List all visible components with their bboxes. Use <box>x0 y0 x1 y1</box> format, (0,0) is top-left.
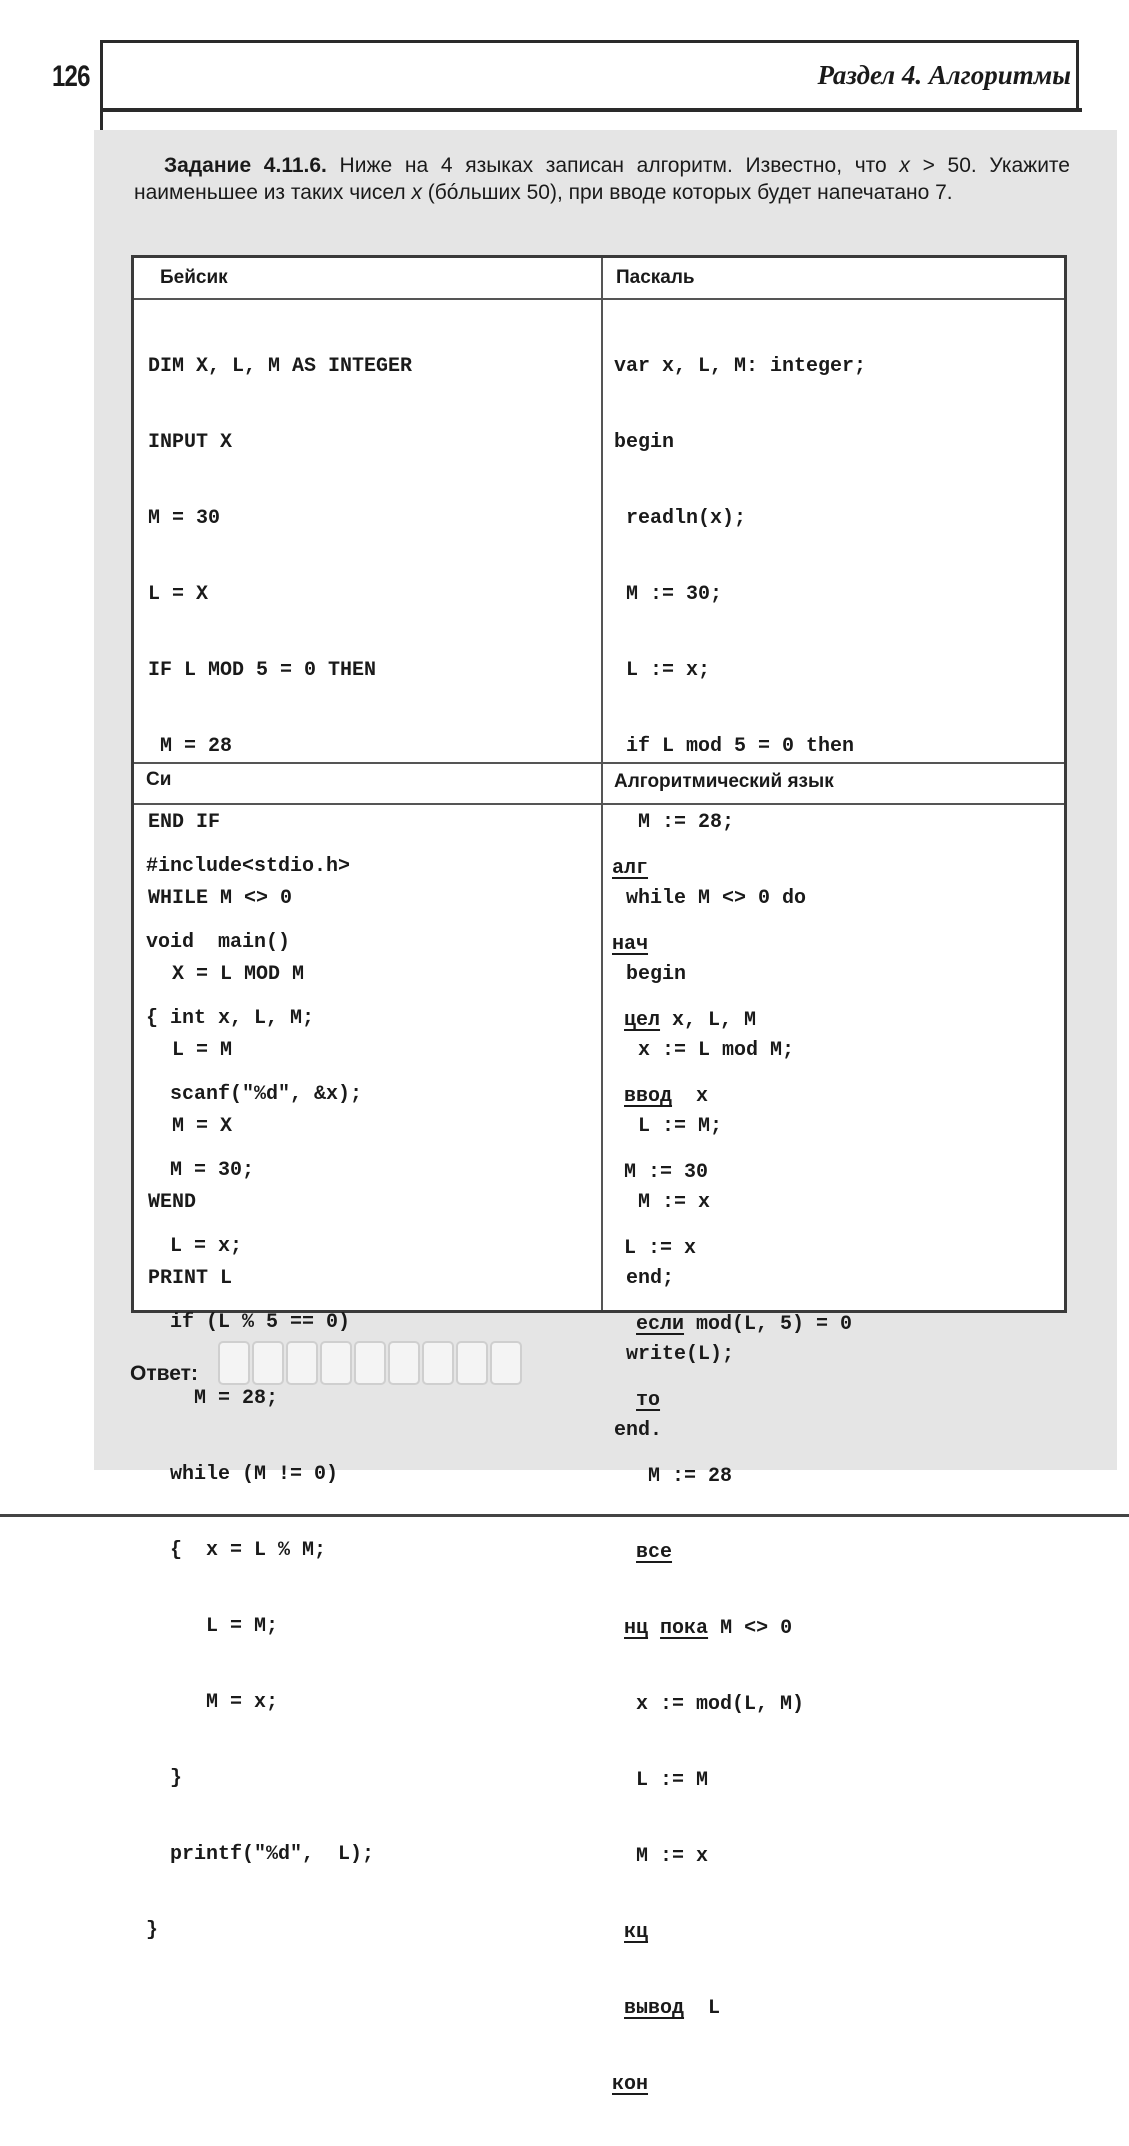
code-line: L = M; <box>146 1615 279 1638</box>
keyword-nc: нц <box>624 1617 649 1640</box>
code-line: write(L); <box>614 1343 735 1366</box>
keyword-nach: нач <box>612 933 649 956</box>
keyword-alg: алг <box>612 857 649 880</box>
keyword-esli: если <box>636 1313 685 1336</box>
code-line: { int x, L, M; <box>146 1007 315 1030</box>
task-label: Задание 4.11.6. <box>164 154 327 177</box>
answer-digit-box[interactable] <box>252 1341 284 1385</box>
code-line: if (L % 5 == 0) <box>146 1311 351 1334</box>
answer-boxes[interactable] <box>218 1341 524 1385</box>
answer-digit-box[interactable] <box>490 1341 522 1385</box>
keyword-to: то <box>636 1389 661 1412</box>
code-line: X = L MOD M <box>148 963 305 986</box>
code-line: WHILE M <> 0 <box>148 887 293 910</box>
algo-header: Алгоритмический язык <box>614 771 834 792</box>
section-title: Раздел 4. Алгоритмы <box>817 60 1071 90</box>
code-line: M := 28 <box>648 1465 733 1488</box>
code-line: scanf("%d", &x); <box>146 1083 363 1106</box>
task-text-2: > 50. Укажите наименьшее из таких чисел <box>134 154 1070 204</box>
answer-label: Ответ: <box>130 1362 198 1385</box>
code-line: while (M != 0) <box>146 1463 339 1486</box>
code-line: M := 30; <box>614 583 723 606</box>
code-line: void main() <box>146 931 291 954</box>
code-line: L := M; <box>614 1115 723 1138</box>
task-var-x2: x <box>411 181 422 204</box>
answer-digit-box[interactable] <box>354 1341 386 1385</box>
code-line: end. <box>614 1419 663 1442</box>
code-line: } <box>146 1767 183 1790</box>
code-line: readln(x); <box>614 507 747 530</box>
answer-digit-box[interactable] <box>422 1341 454 1385</box>
code-line: { x = L % M; <box>146 1539 327 1562</box>
code-line: M <> 0 <box>708 1617 793 1640</box>
keyword-kon: кон <box>612 2073 649 2096</box>
code-line: while M <> 0 do <box>614 887 807 910</box>
code-line: x, L, M <box>660 1009 757 1032</box>
code-line: } <box>146 1919 159 1942</box>
code-line: WEND <box>148 1191 197 1214</box>
code-line: L := x <box>624 1237 697 1260</box>
code-line: M := x <box>636 1845 709 1868</box>
code-line: var x, L, M: integer; <box>614 355 867 378</box>
code-line: M := 30 <box>624 1161 709 1184</box>
code-line: L := x; <box>614 659 711 682</box>
header-rule <box>100 108 1082 112</box>
code-line: L := M <box>636 1769 709 1792</box>
code-line: L = M <box>148 1039 233 1062</box>
code-line: L = X <box>148 583 209 606</box>
code-line: INPUT X <box>148 431 233 454</box>
code-line: END IF <box>148 811 221 834</box>
code-line: M = 30 <box>148 507 221 530</box>
pascal-header: Паскаль <box>616 267 695 288</box>
code-line: M = 28; <box>146 1387 279 1410</box>
code-line: mod(L, 5) = 0 <box>684 1313 853 1336</box>
code-line: L <box>684 1997 721 2020</box>
keyword-vyvod: вывод <box>624 1997 685 2020</box>
task-text-1: Ниже на 4 языках записан алгоритм. Известно, что <box>326 154 900 177</box>
answer-digit-box[interactable] <box>320 1341 352 1385</box>
code-line: if L mod 5 = 0 then <box>614 735 855 758</box>
algo-code <box>612 808 852 2146</box>
code-line: DIM X, L, M AS INTEGER <box>148 355 413 378</box>
code-line: M = X <box>148 1115 233 1138</box>
task-text-3: (бóльших 50), при вводе которых будет напечатано 7. <box>421 181 953 204</box>
answer-digit-box[interactable] <box>388 1341 420 1385</box>
bottom-rule <box>0 1514 1129 1517</box>
code-line: x := L mod M; <box>614 1039 795 1062</box>
code-line: L = x; <box>146 1235 243 1258</box>
code-line: M = x; <box>146 1691 279 1714</box>
code-line: M := 28; <box>614 811 735 834</box>
keyword-cel: цел <box>624 1009 661 1032</box>
c-code <box>146 806 374 1992</box>
code-line: printf("%d", L); <box>146 1843 375 1866</box>
code-line: M = 28 <box>148 735 233 758</box>
code-line: x := mod(L, M) <box>636 1693 805 1716</box>
table-divider-vertical <box>601 258 603 1310</box>
code-line: IF L MOD 5 = 0 THEN <box>148 659 377 682</box>
task-text <box>134 152 1070 206</box>
keyword-vvod: ввод <box>624 1085 673 1108</box>
keyword-vse: все <box>636 1541 673 1564</box>
answer-digit-box[interactable] <box>456 1341 488 1385</box>
code-line: begin <box>614 963 687 986</box>
code-line: begin <box>614 431 675 454</box>
keyword-kc: кц <box>624 1921 649 1944</box>
keyword-poka: пока <box>660 1617 709 1640</box>
answer-digit-box[interactable] <box>218 1341 250 1385</box>
code-line: x <box>672 1085 709 1108</box>
code-line: #include<stdio.h> <box>146 855 351 878</box>
table-divider-h1 <box>134 298 1064 300</box>
c-header: Си <box>146 769 172 790</box>
code-line: PRINT L <box>148 1267 233 1290</box>
code-line: M = 30; <box>146 1159 255 1182</box>
code-line: end; <box>614 1267 675 1290</box>
answer-digit-box[interactable] <box>286 1341 318 1385</box>
basic-header: Бейсик <box>160 267 228 288</box>
page-number: 126 <box>52 60 90 93</box>
task-var-x: x <box>899 154 910 177</box>
code-line: M := x <box>614 1191 711 1214</box>
